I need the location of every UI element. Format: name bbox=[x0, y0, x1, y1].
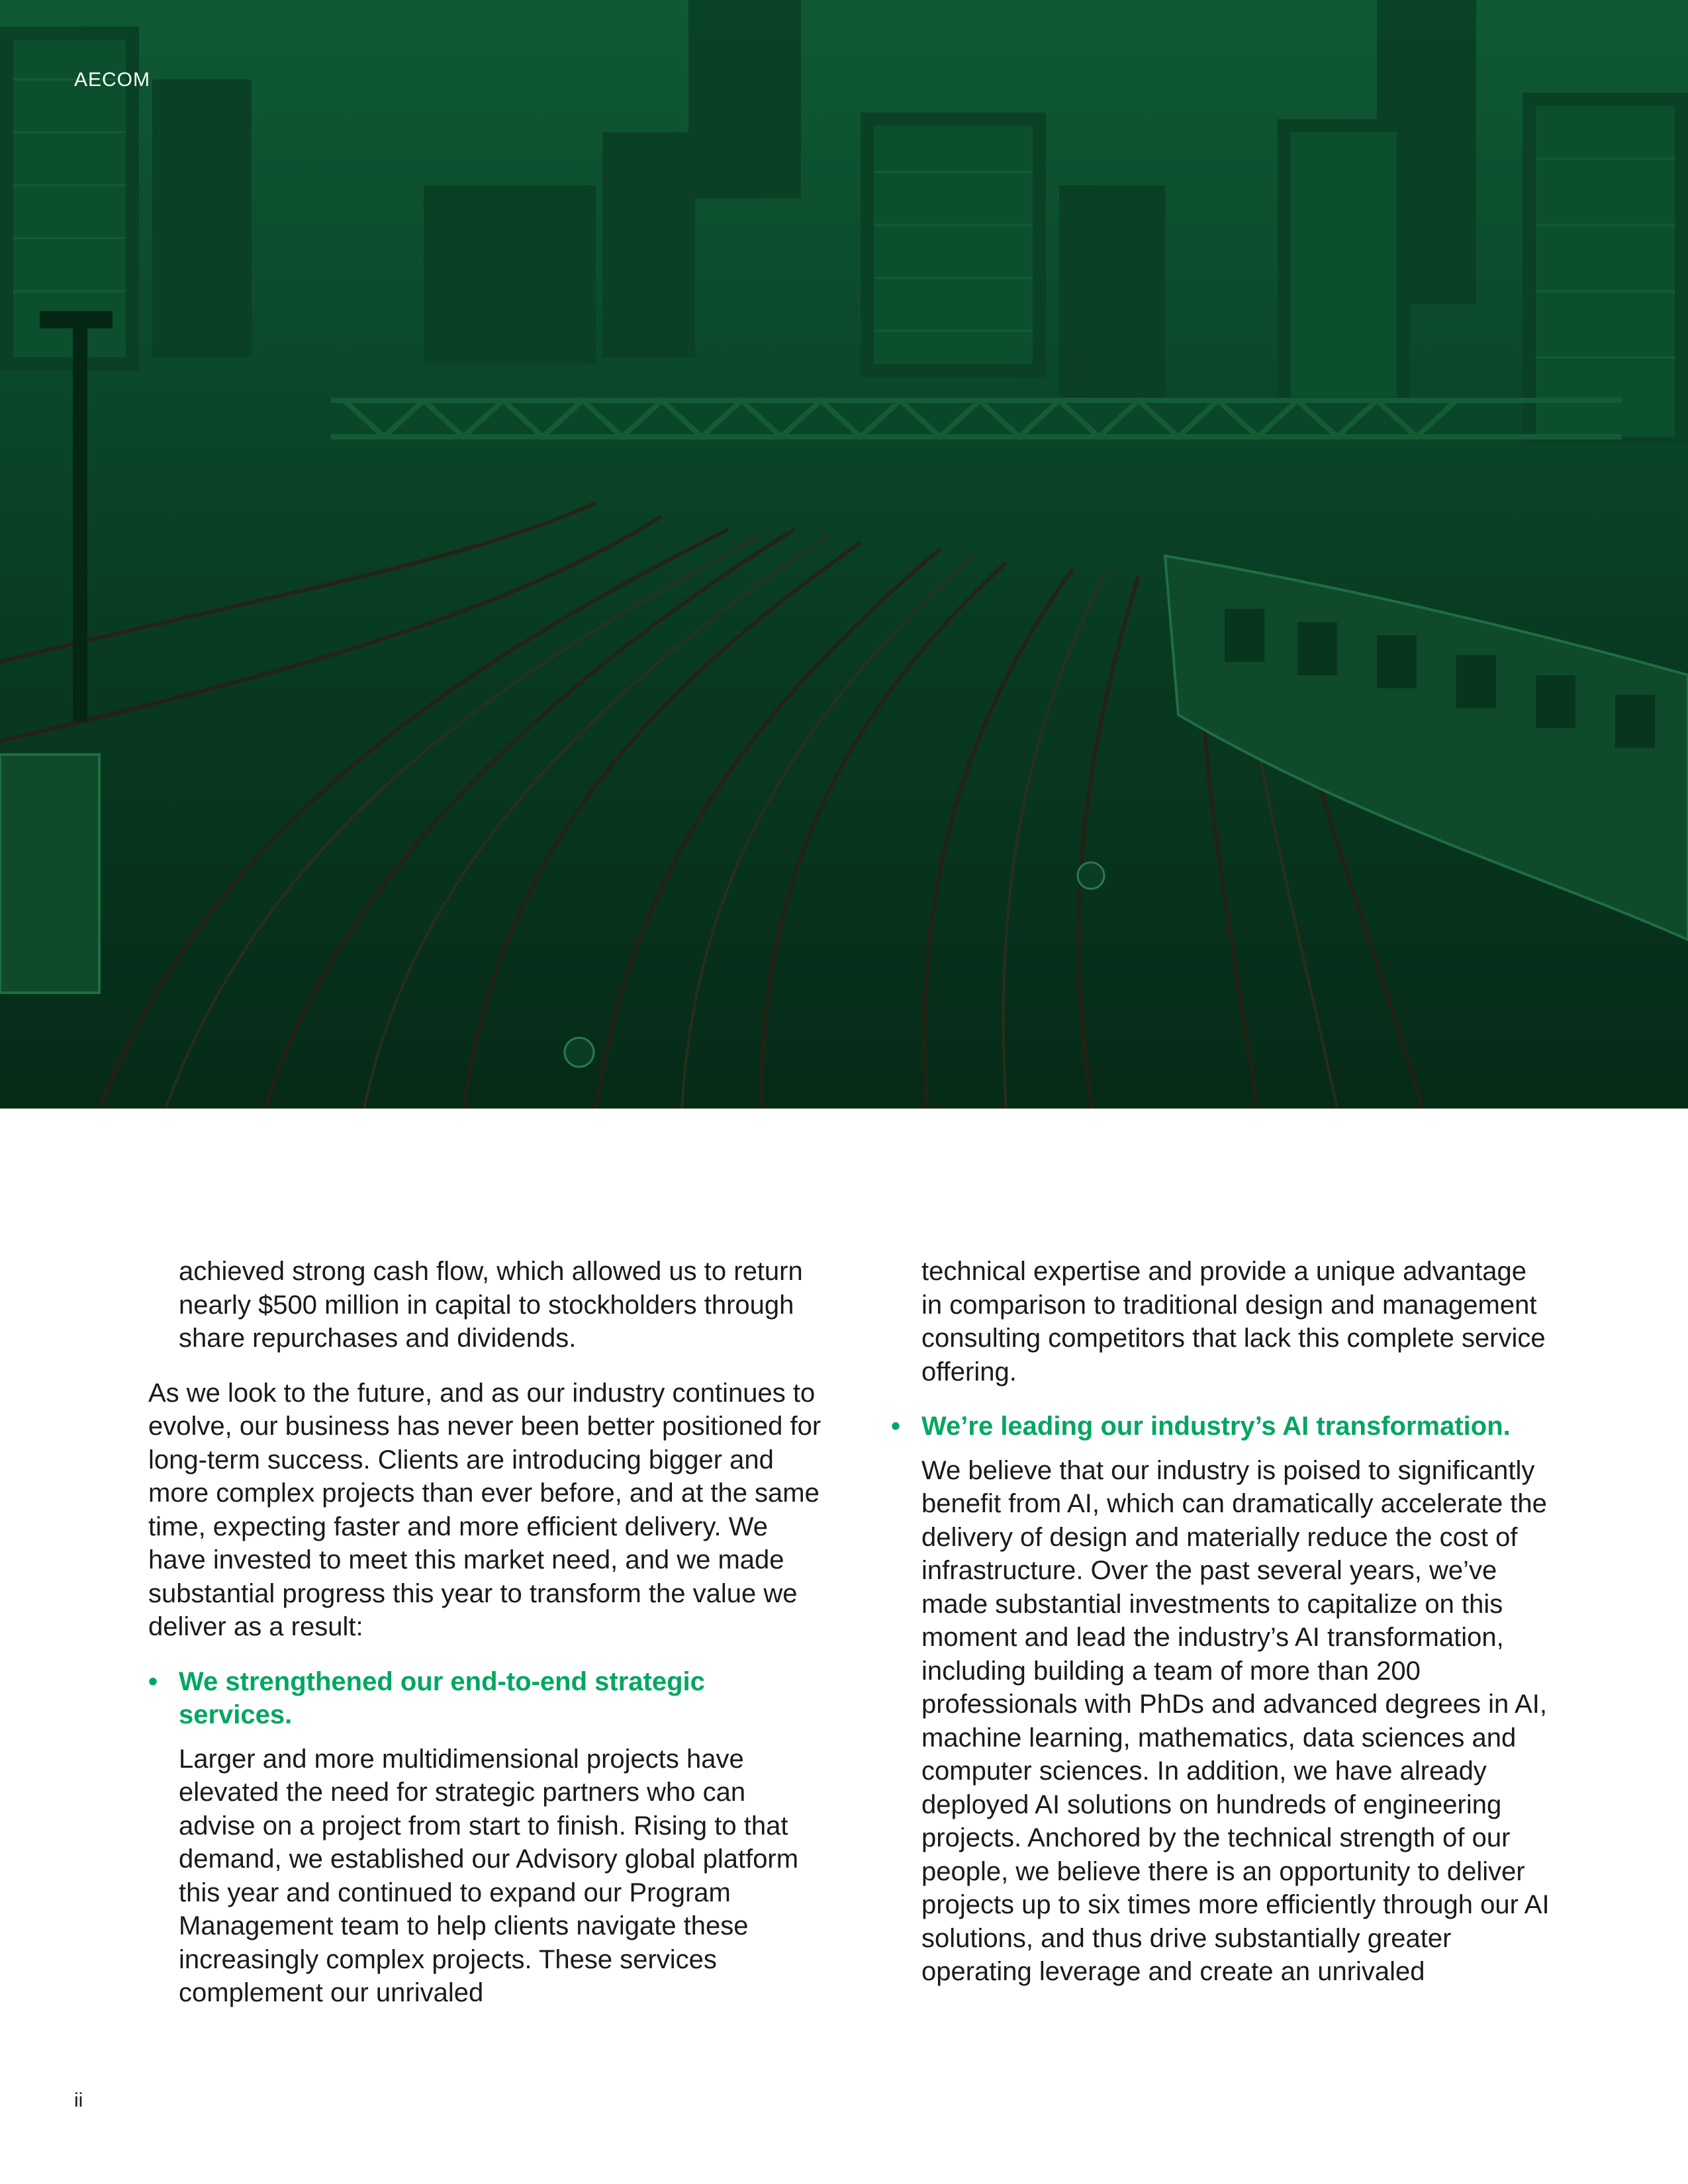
bullet-heading-text: We strengthened our end-to-end strategic services. bbox=[179, 1666, 705, 1729]
page-number: ii bbox=[74, 2089, 83, 2111]
right-column bbox=[891, 1255, 1553, 1989]
bullet-heading-text: We’re leading our industry’s AI transformation. bbox=[921, 1412, 1511, 1441]
bullet-continuation: technical expertise and provide a unique advantage in comparison to traditional design and management consulting competitors that lack this complete service offering. bbox=[921, 1257, 1546, 1387]
brand-logo-text: AECOM bbox=[74, 69, 151, 91]
intro-continuation: achieved strong cash flow, which allowed us to return nearly $500 million in capital to stockholders through share repurchases and dividends. bbox=[179, 1257, 803, 1353]
bullet-heading-strategic-services bbox=[148, 1665, 823, 1732]
bullet-heading-ai-transformation bbox=[891, 1410, 1553, 1443]
left-column bbox=[148, 1255, 823, 2010]
bullet-body-ai-transformation: We believe that our industry is poised to significantly benefit from AI, which can dramatically accelerate the delivery of design and materially reduce the cost of infrastructure. Over the past several years, we’ve made substantial investments to capitalize on this moment and lead the industry’s AI transformation, including building a team of more than 200 professionals with PhDs and advanced degrees in AI, machine learning, mathematics, data sciences and computer sciences. In addition, we have already deployed AI solutions on hundreds of engineering projects. Anchored by the technical strength of our people, we believe there is an opportunity to deliver projects up to six times more efficiently through our AI solutions, and thus drive substantially greater operating leverage and create an unrivaled bbox=[921, 1455, 1550, 1986]
bullet-body-strategic-services: Larger and more multidimensional projects have elevated the need for strategic partners who can advise on a project from start to finish. Rising to that demand, we established our Advisory global platform this year and continued to expand our Program Management team to help clients navigate these increasingly complex projects. These services complement our unrivaled bbox=[179, 1744, 799, 2007]
future-paragraph: As we look to the future, and as our industry continues to evolve, our business has never been better positioned for long-term success. Clients are introducing bigger and more complex projects than ever before, and at the same time, expecting faster and more efficient delivery. We have invested to meet this market need, and we made substantial progress this year to transform the value we deliver as a result: bbox=[148, 1378, 821, 1641]
